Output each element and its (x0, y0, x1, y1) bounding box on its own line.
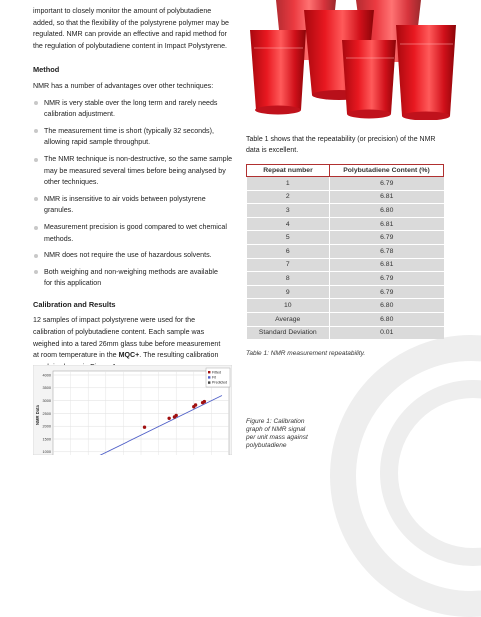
text-line: other techniques. (44, 178, 99, 187)
red-cups-photo (246, 0, 456, 120)
calibration-heading: Calibration and Results (33, 299, 116, 309)
text-line: regulated. NMR can provide an effective and rapid method for (33, 30, 227, 39)
repeatability-table (246, 164, 444, 339)
text-line: polybutadiene (246, 442, 287, 449)
table-intro (246, 134, 446, 156)
y-tick-label: 1000 (42, 450, 51, 455)
y-tick-label: 2000 (42, 424, 51, 429)
y-tick-label: 3500 (42, 386, 51, 391)
text-line: important to closely monitor the amount of polybutadiene (33, 7, 212, 15)
content-cell: 6.80 (330, 299, 444, 313)
list-item (33, 222, 233, 245)
calibration-graph (33, 365, 232, 455)
repeat-cell: 3 (247, 204, 330, 218)
list-item (33, 250, 233, 262)
data-point (194, 403, 197, 406)
table-row (247, 190, 444, 204)
content-cell: 6.81 (330, 217, 444, 231)
text-line (33, 350, 233, 362)
y-axis-label: NMR Data (35, 405, 40, 425)
content-cell: 6.81 (330, 258, 444, 272)
data-point (203, 400, 206, 403)
table-body (247, 177, 444, 340)
table-row (247, 285, 444, 299)
content-cell: 6.79 (330, 177, 444, 191)
legend-label: Fit (212, 375, 216, 380)
table-row (247, 204, 444, 218)
text-line: 12 samples of impact polystyrene were used for the (33, 316, 196, 325)
table-row (247, 217, 444, 231)
text-line: NMR is very stable over the long term and rarely needs (44, 98, 218, 107)
table-row (247, 244, 444, 258)
list-item (33, 194, 233, 217)
repeat-cell: 10 (247, 299, 330, 313)
legend-label: Predicted (212, 380, 228, 385)
text-line: allowing rapid sample throughput. (44, 138, 151, 147)
repeat-cell: 1 (247, 177, 330, 191)
content-cell: 6.79 (330, 272, 444, 286)
table-row (247, 177, 444, 191)
table-row (247, 272, 444, 286)
method-lead: NMR has a number of advantages over other techniques: (33, 81, 214, 90)
text-line: per unit mass against (246, 434, 308, 441)
y-tick-label: 4000 (42, 373, 51, 378)
y-tick-label: 2500 (42, 411, 51, 416)
data-point (143, 426, 146, 429)
instrument-name: MQC+ (118, 351, 140, 360)
repeat-cell: 9 (247, 285, 330, 299)
table-row (247, 258, 444, 272)
legend-marker (208, 371, 210, 373)
repeat-cell: 2 (247, 190, 330, 204)
figure-caption (246, 418, 308, 450)
content-cell: 6.79 (330, 285, 444, 299)
repeat-cell: 6 (247, 244, 330, 258)
table-row (247, 231, 444, 245)
table-caption: Table 1: NMR measurement repeatability. (246, 350, 366, 357)
table-header-row (247, 165, 444, 177)
table-row (247, 326, 444, 339)
intro-paragraph (33, 6, 233, 52)
table-row (247, 312, 444, 326)
text-line: Figure 1: Calibration (246, 418, 305, 425)
text-line: graph of NMR signal (246, 426, 306, 433)
legend (206, 368, 230, 387)
text-line: methods. (44, 234, 74, 243)
text-line: calibration adjustment. (44, 110, 115, 119)
legend-marker (208, 381, 210, 383)
text-line: for this application (44, 279, 102, 288)
text-line: The NMR technique is non-destructive, so the same sample (44, 154, 233, 163)
text-line: the regulation of polybutadiene content in Impact Polystyrene. (33, 41, 228, 50)
list-item (33, 126, 233, 149)
y-tick-label: 1500 (42, 437, 51, 442)
content-cell: 6.81 (330, 190, 444, 204)
content-cell: 0.01 (330, 326, 444, 339)
y-tick-label: 3000 (42, 399, 51, 403)
text-span: at room temperature in the (33, 351, 119, 360)
watermark-ring (330, 335, 481, 617)
text-line: may be measured several times before being analysed by (44, 166, 226, 175)
text-line: weighed into a tared 26mm glass tube before measurement (33, 339, 221, 348)
watermark-ring-inner (380, 380, 481, 566)
text-line: Both weighing and non-weighing methods are available (44, 267, 218, 276)
content-cell: 6.78 (330, 244, 444, 258)
text-line: The measurement time is short (typically 32 seconds), (44, 126, 214, 135)
legend-label: Fitted (212, 370, 221, 375)
table-row (247, 299, 444, 313)
repeat-cell: Standard Deviation (247, 326, 330, 339)
text-line: NMR does not require the use of hazardous solvents. (44, 251, 212, 260)
text-line: Measurement precision is good compared to wet chemical (44, 222, 227, 231)
repeat-cell: Average (247, 312, 330, 326)
column-header: Polybutadiene Content (%) (330, 165, 444, 177)
content-cell: 6.79 (330, 231, 444, 245)
text-line: Table 1 shows that the repeatability (or precision) of the NMR (246, 136, 436, 143)
repeat-cell: 5 (247, 231, 330, 245)
text-line: data is excellent. (246, 147, 299, 154)
data-point (175, 414, 178, 417)
repeat-cell: 7 (247, 258, 330, 272)
column-header: Repeat number (247, 165, 330, 177)
repeat-cell: 8 (247, 272, 330, 286)
advantages-list (33, 98, 233, 290)
method-heading: Method (33, 65, 60, 75)
list-item (33, 98, 233, 121)
repeat-cell: 4 (247, 217, 330, 231)
content-cell: 6.80 (330, 204, 444, 218)
text-span: . The resulting calibration (139, 351, 219, 360)
text-line: calibration of polybutadiene content. Each sample was (33, 328, 205, 337)
left-column (33, 0, 233, 373)
content-cell: 6.80 (330, 312, 444, 326)
text-line: NMR is insensitive to air voids between polystyrene granules. (44, 194, 206, 215)
list-item (33, 154, 233, 189)
data-point (167, 417, 170, 420)
list-item (33, 267, 233, 290)
text-line: added, so that the flexibility of the polystyrene polymer may be (33, 18, 229, 27)
legend-marker (208, 376, 210, 378)
